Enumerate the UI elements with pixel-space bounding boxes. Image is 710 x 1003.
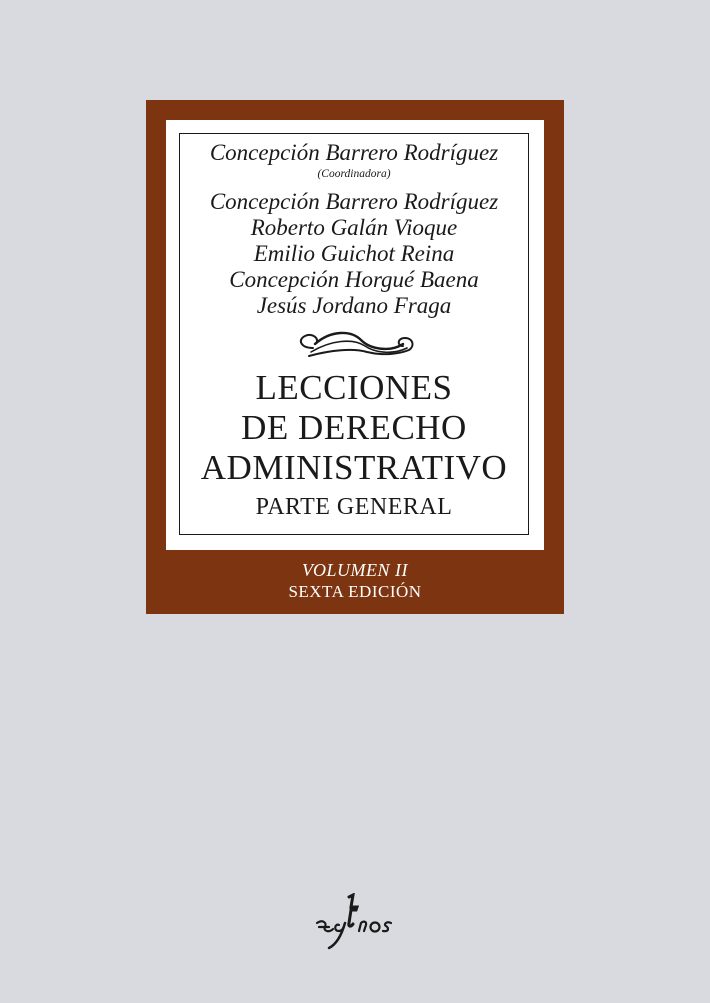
- author-2: Roberto Galán Vioque: [250, 215, 458, 240]
- inner-border: [179, 133, 529, 535]
- author-1: Concepción Barrero Rodríguez: [209, 189, 499, 214]
- cover-frame: [146, 100, 564, 614]
- title-line-1: LECCIONES: [255, 368, 453, 407]
- coordinator-role: (Coordinadora): [317, 168, 391, 180]
- title-panel: [166, 120, 544, 550]
- flourish-ornament-icon: [291, 322, 421, 362]
- subtitle: PARTE GENERAL: [255, 494, 453, 520]
- author-5: Jesús Jordano Fraga: [256, 293, 452, 318]
- title-line-2: DE DERECHO: [241, 408, 467, 447]
- tecnos-logo-icon: [315, 893, 395, 951]
- title-line-3: ADMINISTRATIVO: [200, 448, 508, 487]
- coordinator-name: Concepción Barrero Rodríguez: [209, 140, 499, 165]
- author-4: Concepción Horgué Baena: [229, 267, 479, 292]
- volume-label: VOLUMEN II: [302, 560, 408, 580]
- author-3: Emilio Guichot Reina: [253, 241, 455, 266]
- edition-label: SEXTA EDICIÓN: [288, 582, 422, 601]
